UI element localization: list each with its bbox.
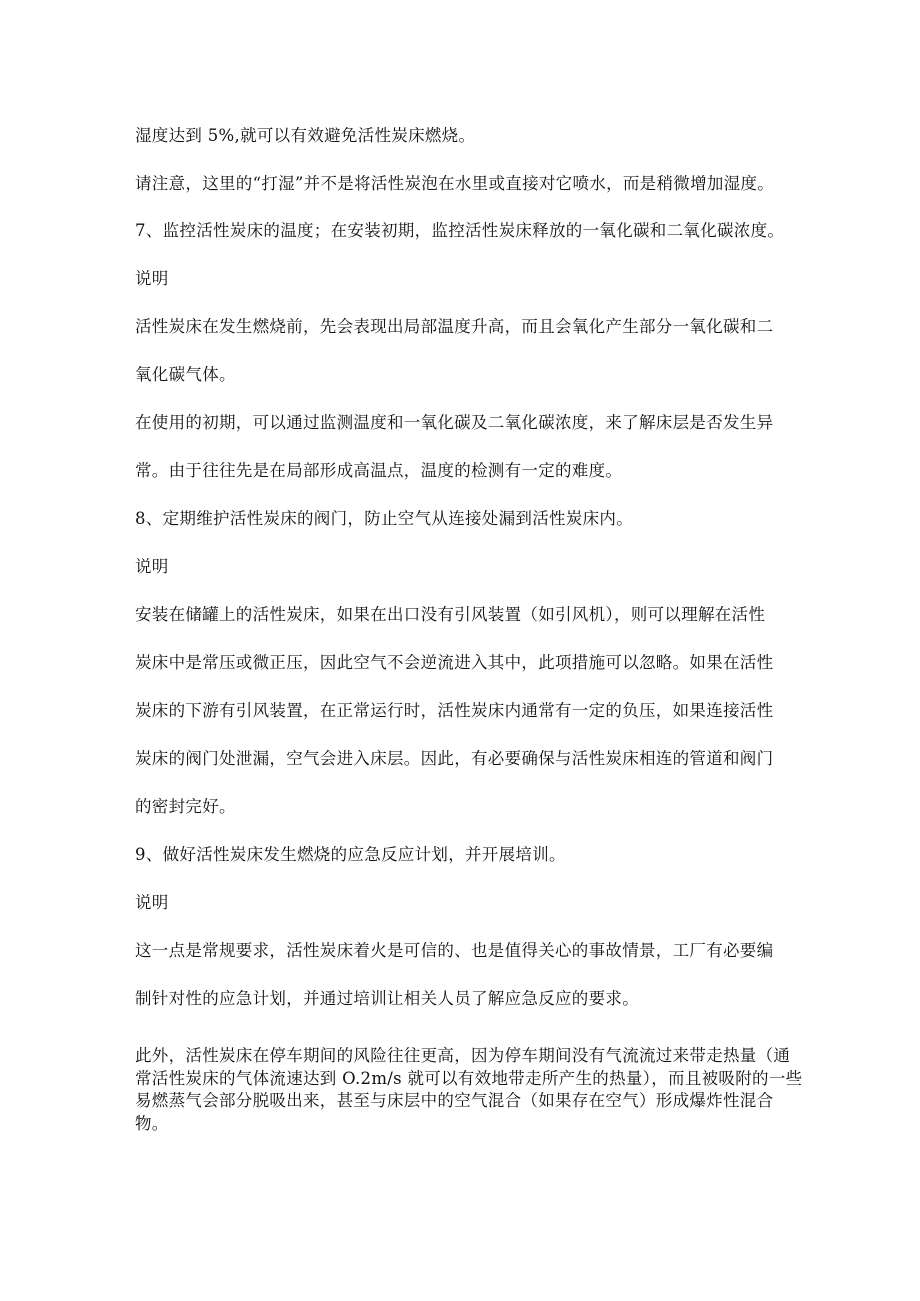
section-heading-7: 7、监控活性炭床的温度；在安装初期，监控活性炭床释放的一氧化碳和二氧化碳浓度。 [135, 221, 785, 240]
text-line: 这一点是常规要求，活性炭床着火是可信的、也是值得关心的事故情景，工厂有必要编 [135, 941, 774, 960]
text-line: 常。由于往往先是在局部形成高温点，温度的检测有一定的难度。 [135, 461, 623, 480]
note-label: 说明 [135, 893, 169, 912]
section-heading-9: 9、做好活性炭床发生燃烧的应急反应计划，并开展培训。 [135, 845, 566, 864]
text-line: 常活性炭床的气体流速达到 O.2m/s 就可以有效地带走所产生的热量），而且被吸附的一些 [135, 1068, 803, 1088]
note-label: 说明 [135, 269, 169, 288]
text-line: 物。 [135, 1113, 169, 1133]
text-line: 在使用的初期，可以通过监测温度和一氧化碳及二氧化碳浓度，来了解床层是否发生异 [135, 413, 774, 432]
text-line: 炭床中是常压或微正压，因此空气不会逆流进入其中，此项措施可以忽略。如果在活性 [135, 653, 774, 672]
text-line: 易燃蒸气会部分脱吸出来，甚至与床层中的空气混合（如果存在空气）形成爆炸性混合 [135, 1091, 774, 1110]
text-line: 请注意，这里的“打湿”并不是将活性炭泡在水里或直接对它喷水，而是稍微增加湿度。 [135, 174, 775, 193]
section-heading-8: 8、定期维护活性炭床的阀门，防止空气从连接处漏到活性炭床内。 [135, 509, 633, 528]
text-line: 湿度达到 5%,就可以有效避免活性炭床燃烧。 [135, 126, 476, 145]
text-line: 安装在储罐上的活性炭床，如果在出口没有引风装置（如引风机），则可以理解在活性 [135, 605, 766, 624]
text-line: 的密封完好。 [135, 797, 236, 816]
text-line: 此外，活性炭床在停车期间的风险往往更高，因为停车期间没有气流流过来带走热量（通 [135, 1046, 791, 1065]
text-line: 炭床的下游有引风装置，在正常运行时，活性炭床内通常有一定的负压，如果连接活性 [135, 701, 774, 720]
text-line: 制针对性的应急计划，并通过培训让相关人员了解应急反应的要求。 [135, 989, 639, 1008]
note-label: 说明 [135, 557, 169, 576]
text-line: 活性炭床在发生燃烧前，先会表现出局部温度升高，而且会氧化产生部分一氧化碳和二 [135, 317, 774, 336]
text-line: 氧化碳气体。 [135, 365, 236, 384]
text-line: 炭床的阀门处泄漏，空气会进入床层。因此，有必要确保与活性炭床相连的管道和阀门 [135, 749, 774, 768]
closing-paragraph [135, 1045, 803, 1135]
